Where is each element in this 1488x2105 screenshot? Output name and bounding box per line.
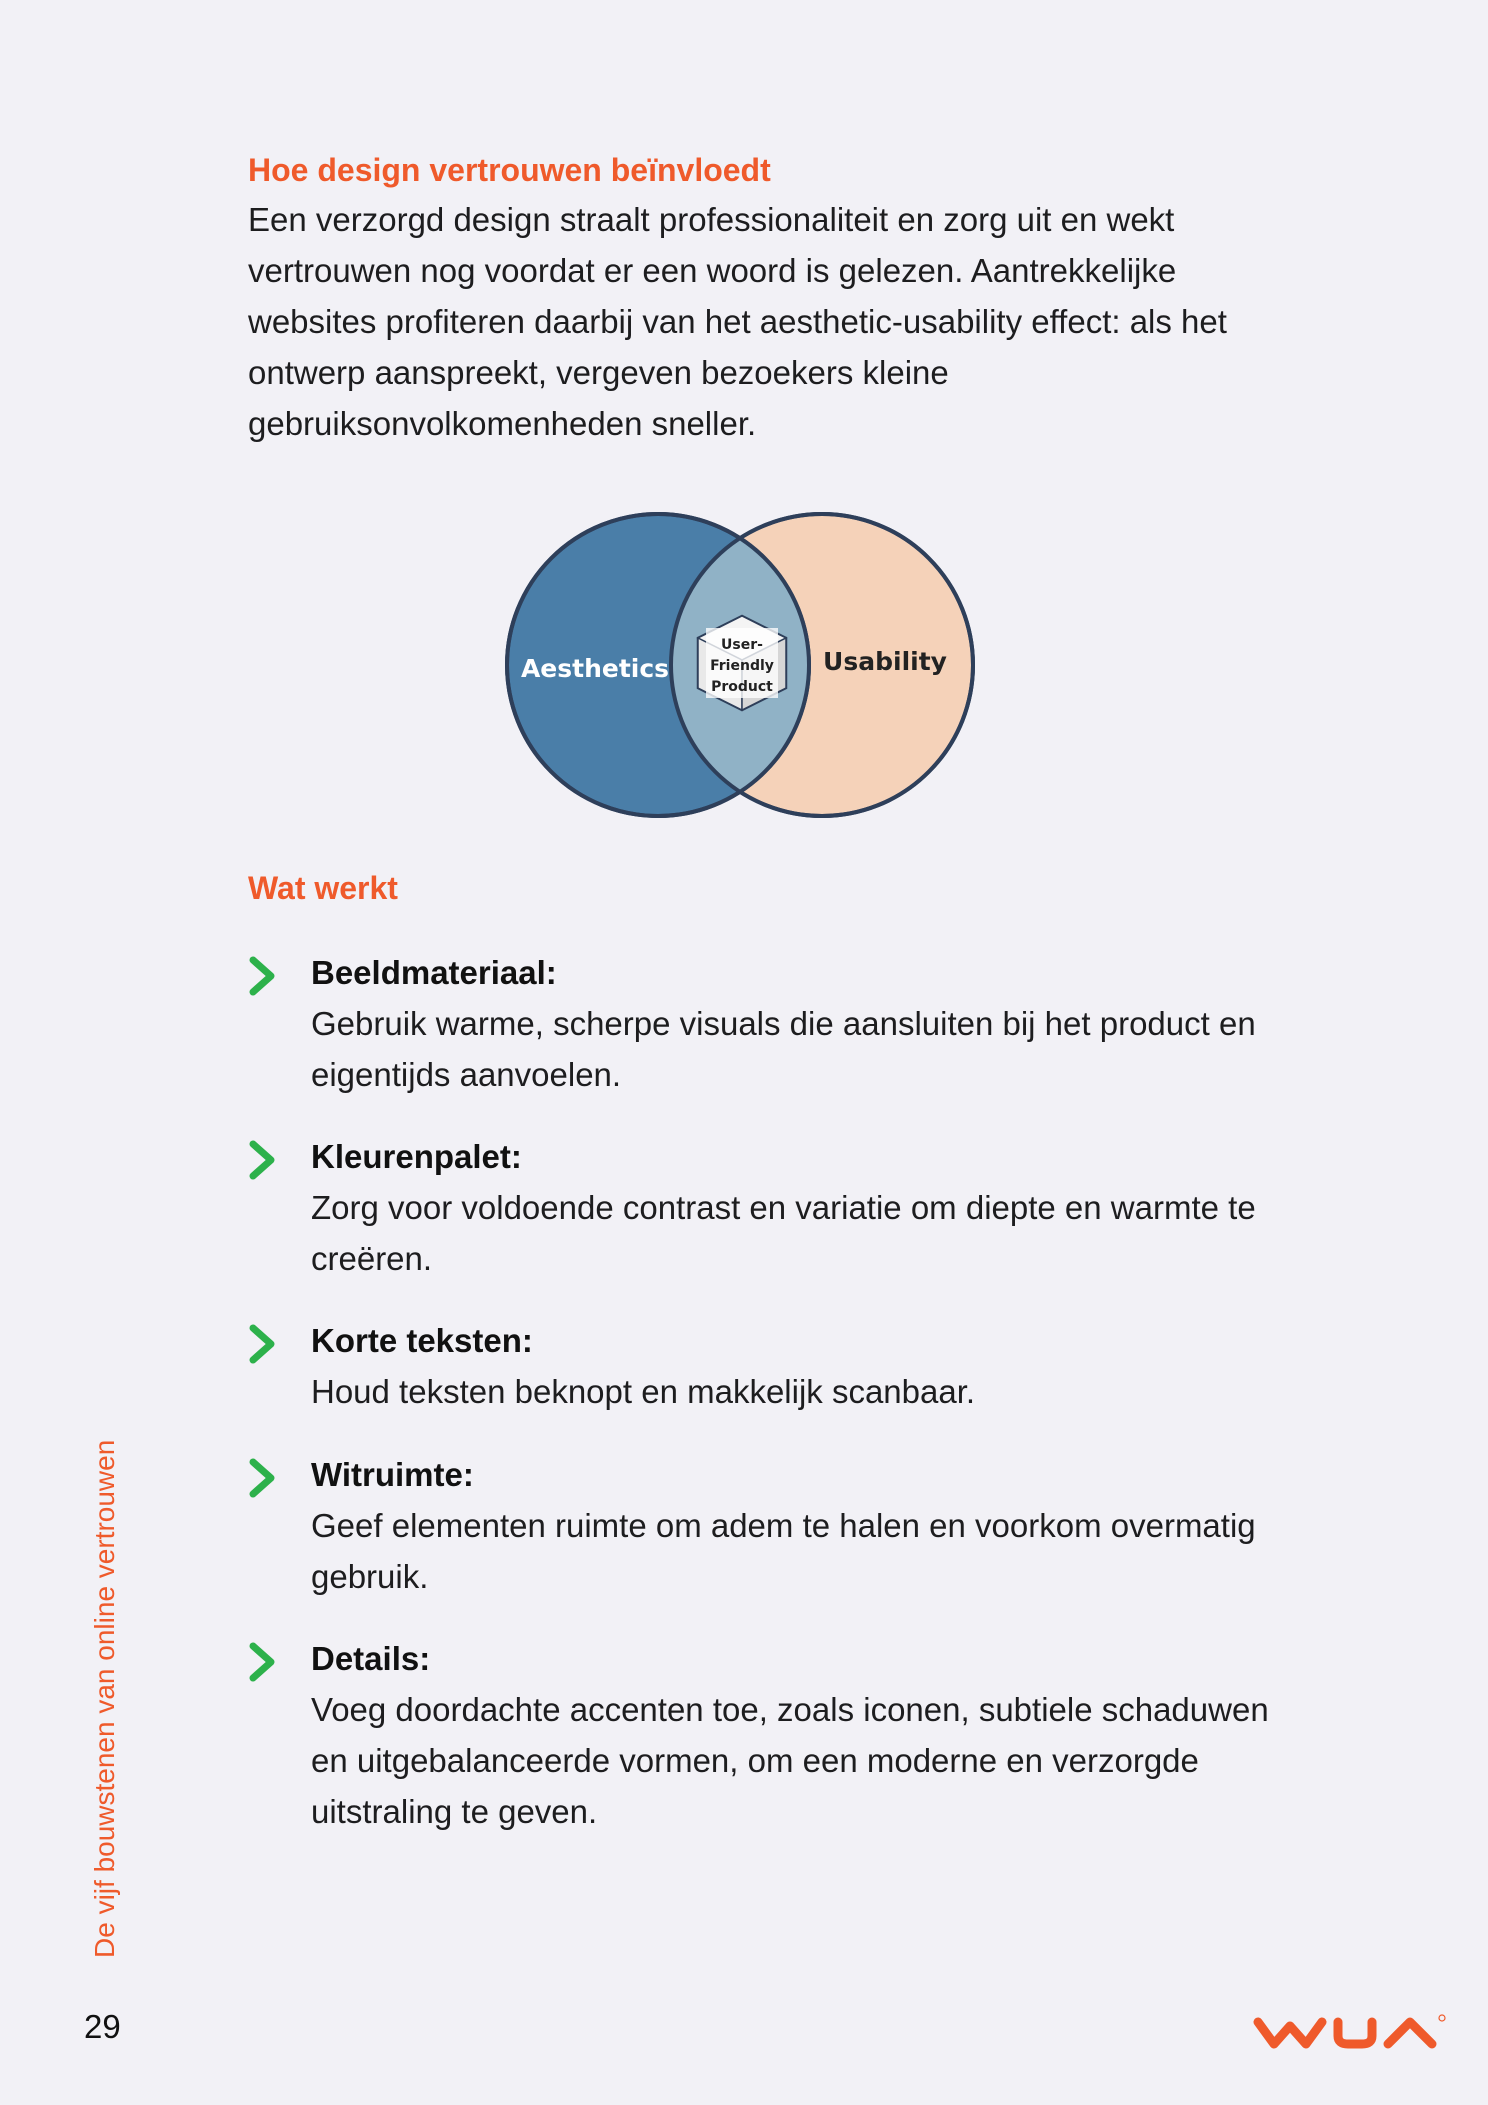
venn-center-label-line: Product — [711, 679, 773, 695]
item-text-line: gebruik. — [311, 1558, 429, 1595]
venn-center-label-line: Friendly — [710, 658, 774, 674]
item-title: Details: — [311, 1640, 431, 1677]
chevron-right-icon — [248, 956, 278, 996]
item-text — [311, 998, 1378, 1100]
venn-center-label-line: User- — [721, 637, 763, 653]
intro-paragraph — [248, 194, 1378, 449]
chevron-right-icon — [248, 1642, 278, 1682]
list-item — [248, 1452, 1378, 1636]
item-title: Beeldmateriaal: — [311, 954, 557, 991]
section-trust-design — [248, 148, 1378, 449]
intro-line: gebruiksonvolkomenheden sneller. — [248, 405, 757, 442]
chevron-right-icon — [248, 1458, 278, 1498]
item-text — [311, 1684, 1378, 1837]
venn-diagram — [505, 510, 975, 820]
item-text-line: eigentijds aanvoelen. — [311, 1056, 622, 1093]
intro-line: websites profiteren daarbij van het aesthetic-usability effect: als het — [248, 303, 1227, 340]
list-item — [248, 1636, 1378, 1837]
venn-label-aesthetics: Aesthetics — [520, 654, 670, 683]
list-item — [248, 1318, 1378, 1452]
what-works-list — [248, 950, 1378, 1837]
item-text-line: uitstraling te geven. — [311, 1793, 598, 1830]
chevron-right-icon — [248, 1140, 278, 1180]
item-text — [311, 1182, 1378, 1284]
chevron-right-icon — [248, 1324, 278, 1364]
intro-line: vertrouwen nog voordat er een woord is gelezen. Aantrekkelijke — [248, 252, 1177, 289]
section-heading: Hoe design vertrouwen beïnvloedt — [248, 152, 771, 188]
item-text-line: Gebruik warme, scherpe visuals die aansluiten bij het product en — [311, 1005, 1256, 1042]
item-text — [311, 1500, 1378, 1602]
item-title: Korte teksten: — [311, 1322, 533, 1359]
intro-line: Een verzorgd design straalt professionaliteit en zorg uit en wekt — [248, 201, 1175, 238]
item-text-line: en uitgebalanceerde vormen, om een moderne en verzorgde — [311, 1742, 1199, 1779]
item-text-line: Geef elementen ruimte om adem te halen en voorkom overmatig — [311, 1507, 1256, 1544]
list-item — [248, 1134, 1378, 1318]
page-number: 29 — [84, 2008, 121, 2045]
venn-label-usability: Usability — [823, 647, 947, 676]
item-text — [311, 1366, 1378, 1417]
what-works-heading: Wat werkt — [248, 870, 398, 906]
venn-svg — [505, 510, 975, 820]
intro-line: ontwerp aanspreekt, vergeven bezoekers kleine — [248, 354, 949, 391]
side-section-label: De vijf bouwstenen van online vertrouwen — [89, 1439, 120, 1958]
item-title: Witruimte: — [311, 1456, 474, 1493]
item-title: Kleurenpalet: — [311, 1138, 522, 1175]
item-text-line: creëren. — [311, 1240, 433, 1277]
list-item — [248, 950, 1378, 1134]
wua-logo-icon — [1250, 2010, 1448, 2054]
item-text-line: Voeg doordachte accenten toe, zoals iconen, subtiele schaduwen — [311, 1691, 1269, 1728]
item-text-line: Houd teksten beknopt en makkelijk scanbaar. — [311, 1373, 976, 1410]
item-text-line: Zorg voor voldoende contrast en variatie om diepte en warmte te — [311, 1189, 1256, 1226]
